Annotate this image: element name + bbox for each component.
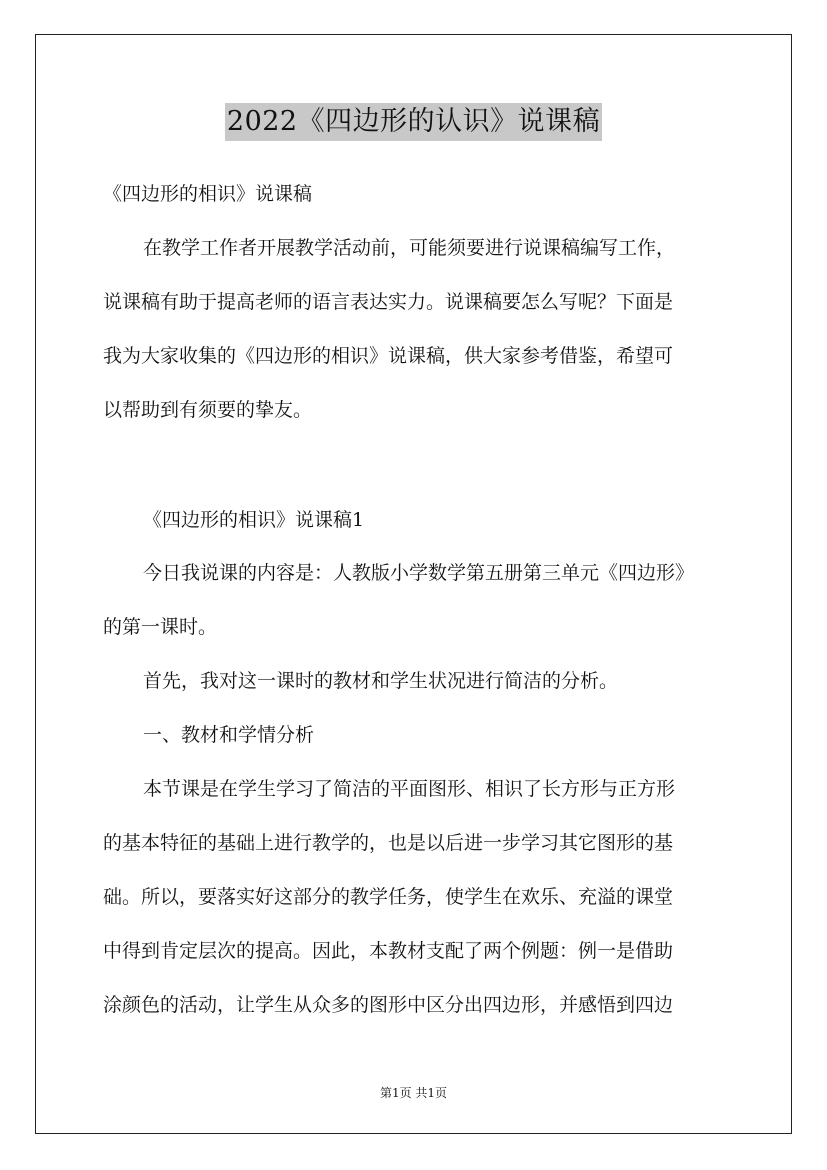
paragraph-line: 中得到肯定层次的提高。因此，本教材支配了两个例题：例一是借助 bbox=[103, 940, 674, 962]
paragraph-line: 我为大家收集的《四边形的相识》说课稿，供大家参考借鉴，希望可 bbox=[103, 345, 674, 367]
document-title-text: 2022《四边形的认识》说课稿 bbox=[225, 103, 602, 141]
paragraph-line: 在教学工作者开展教学活动前，可能须要进行说课稿编写工作， bbox=[143, 237, 676, 259]
paragraph-line: 首先，我对这一课时的教材和学生状况进行简洁的分析。 bbox=[143, 670, 619, 692]
paragraph-line: 涂颜色的活动，让学生从众多的图形中区分出四边形，并感悟到四边 bbox=[103, 994, 674, 1016]
paragraph-line: 的基本特征的基础上进行教学的，也是以后进一步学习其它图形的基 bbox=[103, 832, 674, 854]
subtitle-line: 《四边形的相识》说课稿 bbox=[103, 183, 313, 205]
document-title bbox=[0, 103, 827, 141]
paragraph-line: 以帮助到有须要的挚友。 bbox=[103, 399, 313, 421]
paragraph-line: 础。所以，要落实好这部分的教学任务，使学生在欢乐、充溢的课堂 bbox=[103, 886, 674, 908]
section-heading: 一、教材和学情分析 bbox=[143, 724, 315, 746]
section-heading: 《四边形的相识》说课稿1 bbox=[143, 509, 365, 531]
page-footer: 第1页 共1页 bbox=[379, 1086, 448, 1100]
paragraph-line: 今日我说课的内容是：人教版小学数学第五册第三单元《四边形》 bbox=[143, 562, 695, 584]
paragraph-line: 本节课是在学生学习了简洁的平面图形、相识了长方形与正方形 bbox=[143, 778, 676, 800]
paragraph-line: 说课稿有助于提高老师的语言表达实力。说课稿要怎么写呢？下面是 bbox=[103, 291, 674, 313]
paragraph-line: 的第一课时。 bbox=[103, 616, 218, 638]
